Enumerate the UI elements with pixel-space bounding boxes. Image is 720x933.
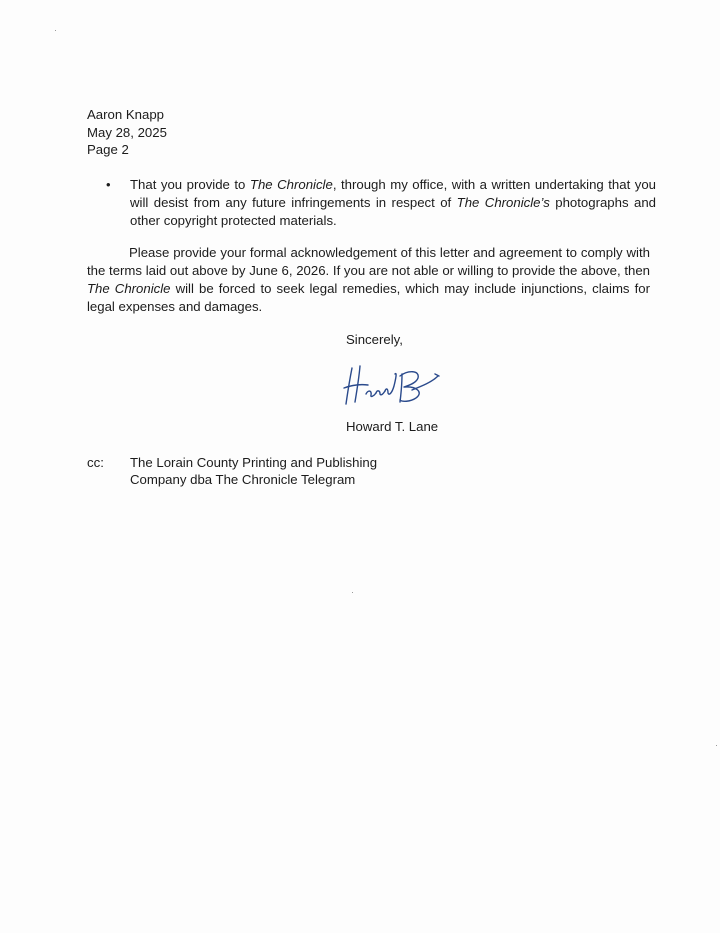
paragraph-text-part: will be forced to seek legal remedies, which may include injunctions, claims for legal expenses and damages. bbox=[87, 281, 650, 314]
paragraph-text-part: Please provide your formal acknowledgement of this letter and agreement to comply with the terms laid out above by June 6, 2026. If you are not able or willing to provide the above, then bbox=[87, 245, 650, 278]
bullet-text bbox=[130, 176, 656, 230]
closing-salutation: Sincerely, bbox=[346, 332, 403, 347]
scan-speck bbox=[55, 30, 56, 31]
scan-speck bbox=[716, 745, 717, 746]
letter-date: May 28, 2025 bbox=[87, 124, 167, 140]
letter-header bbox=[87, 106, 167, 159]
cc-label: cc: bbox=[87, 455, 104, 470]
page-number: Page 2 bbox=[87, 142, 129, 157]
body-paragraph bbox=[87, 244, 650, 316]
cc-line: Company dba The Chronicle Telegram bbox=[130, 472, 356, 487]
cc-line: The Lorain County Printing and Publishing bbox=[130, 455, 378, 470]
handwritten-signature bbox=[340, 360, 450, 410]
signer-name: Howard T. Lane bbox=[346, 419, 439, 434]
recipient-name: Aaron Knapp bbox=[87, 107, 164, 122]
publication-name: The Chronicle bbox=[87, 281, 171, 296]
publication-name: The Chronicle bbox=[249, 177, 333, 192]
scan-speck bbox=[352, 592, 353, 593]
bullet-text-part: photographs and other copyright protected materials. bbox=[130, 195, 656, 228]
bullet-text-part: , through my office, with a written undertaking that you will desist from any future infringements in respect of bbox=[130, 177, 657, 210]
bullet-marker: • bbox=[106, 177, 111, 192]
bullet-text-part: That you provide to bbox=[130, 177, 250, 192]
publication-name: The Chronicle’s bbox=[456, 195, 550, 210]
cc-recipient bbox=[130, 454, 377, 488]
